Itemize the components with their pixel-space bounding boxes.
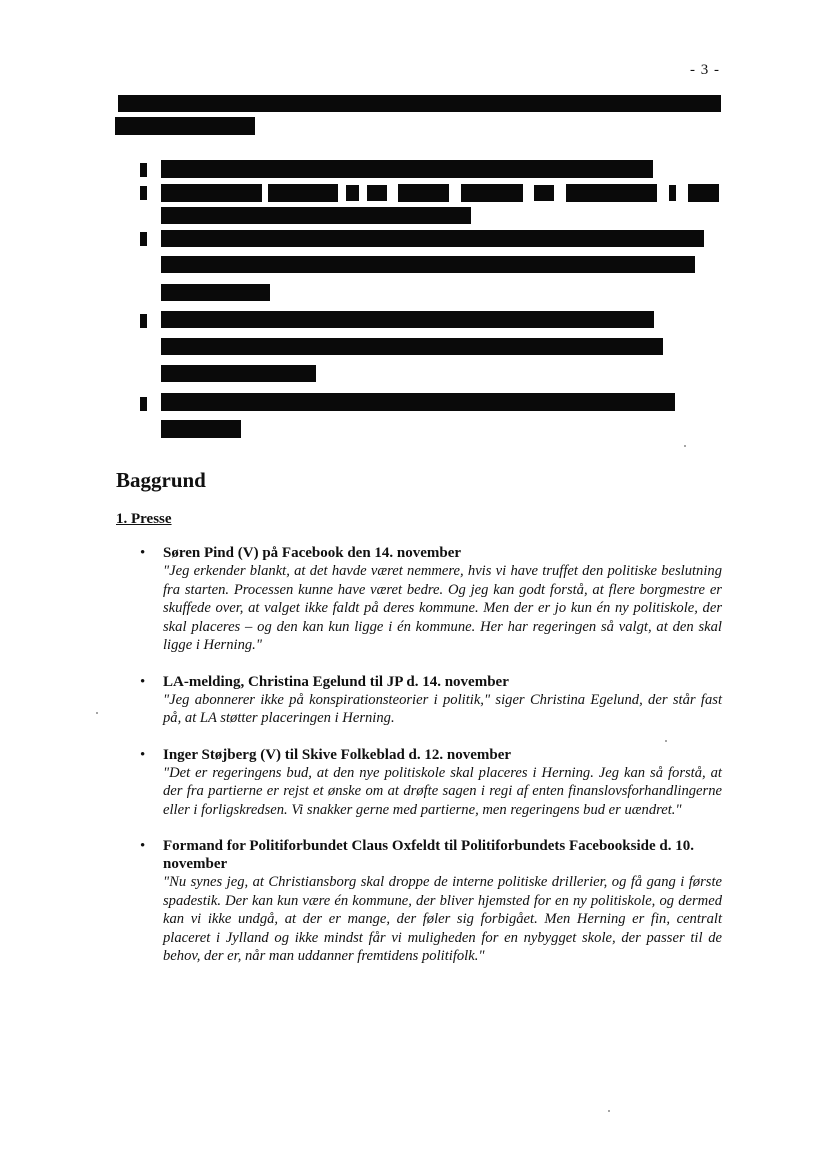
section-title: Baggrund — [116, 468, 206, 492]
redaction-bar — [669, 185, 676, 201]
bullet: • — [140, 673, 146, 690]
quote-heading: Inger Støjberg (V) til Skive Folkeblad d. 12. november — [163, 746, 512, 763]
list-item — [140, 673, 722, 728]
redaction-bar — [398, 184, 449, 202]
redaction-bar — [161, 160, 653, 178]
redaction-bar — [115, 117, 255, 135]
redaction-bar — [161, 256, 695, 273]
scan-speck — [684, 445, 686, 447]
redaction-bar — [118, 95, 721, 112]
quote-list — [140, 544, 722, 966]
redaction-bar — [161, 338, 663, 355]
quote-heading: Søren Pind (V) på Facebook den 14. november — [163, 545, 462, 561]
quote-text: "Jeg abonnerer ikke på konspirationsteorier i politik," siger Christina Egelund, der står fast på, at LA støtter placeringen i Herning. — [163, 691, 722, 726]
quote-text: "Det er regeringens bud, at den nye politiskole skal placeres i Herning. Jeg kan så forstå, at der fra partierne er rejst et ønske om at drøfte sagen i regi af enten finanslovsforhandlingerne eller i forligskredsen. Vi snakker gerne med partierne, men regeringens bud er uændret." — [163, 764, 722, 818]
redaction-bullet — [140, 163, 147, 177]
redaction-bullet — [140, 186, 147, 200]
scan-speck — [608, 1110, 610, 1112]
subsection-title: 1. Presse — [116, 511, 172, 527]
list-item — [140, 746, 722, 820]
redaction-bullet — [140, 232, 147, 246]
redaction-bar — [367, 185, 387, 201]
redaction-bar — [161, 365, 316, 382]
redaction-bar — [461, 184, 523, 202]
redaction-bar — [161, 420, 241, 438]
redaction-bar — [161, 184, 262, 202]
redaction-bar — [534, 185, 554, 201]
quote-heading: LA-melding, Christina Egelund til JP d. 14. november — [163, 673, 509, 690]
redaction-bar — [161, 207, 471, 224]
quote-text: "Nu synes jeg, at Christiansborg skal droppe de interne politiske drillerier, og få gang i første spadestik. Der kan kun være én kommune, der bliver hjemsted for en ny politiskole, og dermed kan vi ikke undgå, at der er mange, der føler sig forbigået. Men Herning er fin, centralt placeret i Jylland og ikke mindst får vi muligheden for en nybygget skole, der passer til de behov, der er, når man uddanner fremtidens politifolk." — [163, 874, 722, 964]
redaction-bar — [346, 185, 359, 201]
redaction-bar — [161, 230, 704, 247]
list-item — [140, 837, 722, 966]
redaction-bar — [161, 311, 654, 328]
list-item — [140, 544, 722, 655]
redaction-bar — [688, 184, 719, 202]
scan-speck — [96, 712, 98, 714]
redaction-bar — [161, 393, 675, 411]
quote-text: "Jeg erkender blankt, at det havde været nemmere, hvis vi have truffet den politiske beslutning fra starten. Processen kunne have været bedre. Og jeg kan godt forstå, at flere borgmestre er skuffede over, at valget ikke faldt på deres kommune. Men der er jo kun én ny politiskole, der skal placeres – og den kan kun ligge i én kommune. Her har regeringen så valgt, at den skal ligge i Herning." — [163, 563, 722, 653]
quote-heading: Formand for Politiforbundet Claus Oxfeldt til Politiforbundets Facebookside d. 10. november — [163, 838, 694, 872]
bullet: • — [140, 545, 146, 561]
redaction-bar — [268, 184, 338, 202]
bullet: • — [140, 838, 146, 854]
bullet: • — [140, 746, 146, 763]
redaction-bar — [161, 284, 270, 301]
redaction-bar — [566, 184, 657, 202]
redaction-bullet — [140, 314, 147, 328]
redaction-bullet — [140, 397, 147, 411]
page-number: - 3 - — [690, 62, 720, 78]
